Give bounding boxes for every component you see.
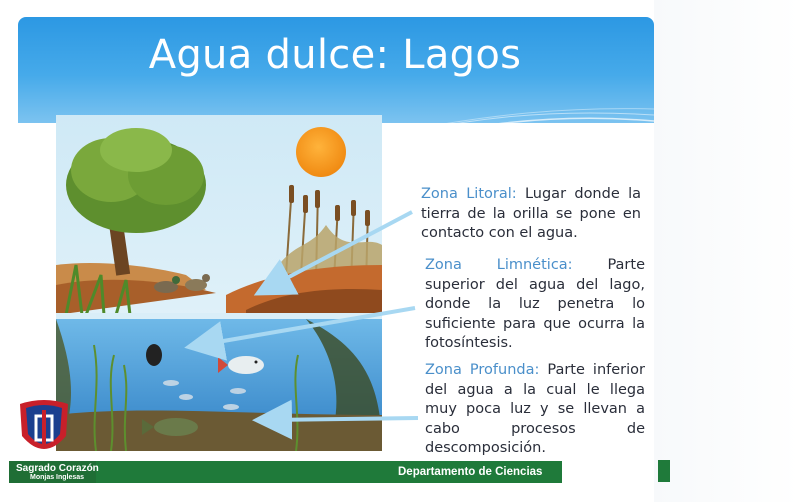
lake-ecosystem-illustration (56, 115, 382, 451)
zone-litoral-description: Lugar donde la tierra de la orilla se pone en contacto con el agua. (421, 186, 641, 241)
slide-title: Agua dulce: Lagos (148, 32, 522, 78)
zone-limnetica-text (425, 256, 645, 354)
zone-profunda-name: Zona Profunda: (425, 362, 540, 378)
zone-litoral-name: Zona Litoral: (421, 186, 517, 202)
zone-litoral-text (421, 185, 641, 244)
brand-name: Sagrado Corazón (16, 463, 99, 474)
department-label: Departamento de Ciencias (398, 466, 543, 478)
zone-limnetica-description: Parte superior del agua del lago, donde la luz penetra lo suficiente para que ocurra la fotosíntesis. (425, 257, 645, 351)
brand-subtitle: Monjas Inglesas (30, 474, 85, 481)
sun-icon (296, 127, 346, 177)
right-shade (654, 0, 800, 502)
school-crest-icon (12, 396, 76, 462)
footer-green-tab (658, 460, 670, 482)
zone-profunda-description: Parte inferior del agua a la cual le llega muy poca luz y se llevan a cabo procesos de descomposición. (425, 362, 645, 456)
zone-limnetica-name: Zona Limnética: (425, 257, 573, 273)
zone-profunda-text (425, 361, 645, 459)
